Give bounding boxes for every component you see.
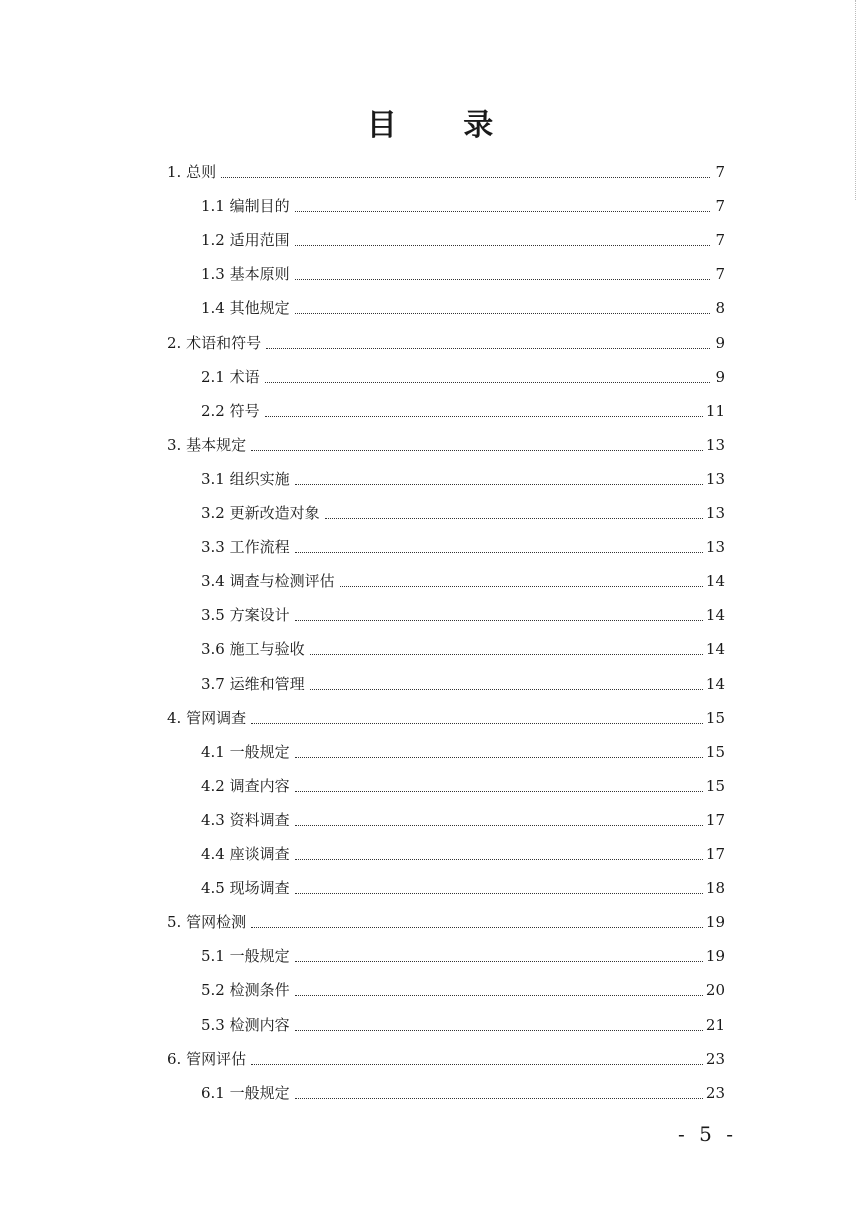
toc-entry (201, 250, 725, 284)
toc-leader-dots (295, 550, 703, 553)
toc-entry (201, 796, 725, 830)
toc-leader-dots (295, 755, 703, 758)
toc-entry (201, 182, 725, 216)
toc-entry (201, 625, 725, 659)
toc-entry-label: 4.5 现场调查 (201, 879, 290, 898)
page-title: 目 录 (366, 108, 522, 143)
toc-entry (167, 694, 725, 728)
toc-leader-dots (251, 925, 703, 928)
toc-entry-page: 9 (715, 367, 725, 386)
toc-leader-dots (251, 448, 703, 451)
toc-leader-dots (295, 993, 703, 996)
toc-entry-label: 3.7 运维和管理 (201, 674, 305, 693)
toc-leader-dots (265, 414, 703, 417)
toc-leader-dots (221, 175, 710, 178)
toc-entry-label: 1.1 编制目的 (201, 197, 290, 216)
toc-entry-label: 4.3 资料调查 (201, 810, 290, 829)
toc-entry-page: 23 (705, 1049, 725, 1068)
toc-entry (201, 557, 725, 591)
toc-leader-dots (295, 1096, 703, 1099)
toc-leader-dots (295, 789, 703, 792)
toc-entry-page: 17 (705, 845, 725, 863)
toc-entry-page: 15 (705, 742, 725, 761)
toc-entry-page: 15 (705, 776, 725, 795)
toc-entry-page: 7 (715, 231, 725, 250)
toc-leader-dots (295, 482, 703, 485)
toc-leader-dots (295, 311, 710, 314)
toc-entry (167, 319, 725, 353)
toc-entry-label: 4.2 调查内容 (201, 776, 290, 795)
toc-leader-dots (265, 380, 710, 383)
toc-entry-page: 14 (705, 572, 725, 591)
toc-entry-label: 3.3 工作流程 (201, 538, 290, 557)
toc-leader-dots (295, 857, 703, 860)
toc-entry-page: 18 (705, 879, 725, 898)
toc-entry-label: 3. 基本规定 (167, 435, 247, 454)
toc-entry (201, 455, 725, 489)
toc-entry-label: 6. 管网评估 (167, 1049, 247, 1068)
toc-entry-label: 4. 管网调查 (167, 708, 247, 727)
toc-entry-page: 11 (705, 401, 725, 420)
toc-entry (201, 523, 725, 557)
toc-entry-label: 1.2 适用范围 (201, 231, 290, 250)
toc-entry (201, 660, 725, 694)
toc-leader-dots (295, 618, 703, 621)
toc-entry (201, 1069, 725, 1103)
toc-entry-label: 5.1 一般规定 (201, 947, 290, 966)
toc-entry (167, 421, 725, 455)
toc-entry-label: 2.2 符号 (201, 401, 260, 420)
toc-entry-page: 14 (705, 640, 725, 659)
toc-entry-page: 14 (705, 674, 725, 693)
toc-entry-label: 3.6 施工与验收 (201, 640, 305, 659)
toc-leader-dots (266, 346, 710, 349)
toc-entry-page: 7 (715, 163, 725, 181)
toc-entry-label: 3.2 更新改造对象 (201, 504, 320, 522)
toc-entry-page: 7 (715, 197, 725, 216)
toc-entry (201, 932, 725, 966)
toc-entry-page: 13 (705, 435, 725, 454)
toc-entry-label: 6.1 一般规定 (201, 1083, 290, 1102)
toc-leader-dots (310, 687, 703, 690)
toc-entry (167, 148, 725, 182)
toc-entry-page: 13 (705, 469, 725, 488)
toc-leader-dots (295, 277, 710, 280)
toc-entry-label: 2.1 术语 (201, 367, 260, 386)
toc-entry (201, 1001, 725, 1035)
toc-leader-dots (295, 243, 710, 246)
toc-leader-dots (295, 959, 703, 962)
toc-leader-dots (340, 584, 703, 587)
toc-entry (201, 353, 725, 387)
toc-entry (201, 591, 725, 625)
toc-entry (201, 728, 725, 762)
toc-entry (201, 762, 725, 796)
toc-entry (201, 387, 725, 421)
toc-entry (201, 489, 725, 523)
toc-entry-label: 5. 管网检测 (167, 913, 247, 932)
toc-entry-label: 5.3 检测内容 (201, 1015, 290, 1034)
toc-entry-page: 13 (705, 504, 725, 522)
toc-leader-dots (251, 721, 703, 724)
toc-entry (201, 284, 725, 318)
toc-entry-page: 8 (715, 299, 725, 318)
toc-entry-page: 15 (705, 708, 725, 727)
toc-entry-page: 21 (705, 1015, 725, 1034)
toc-entry-page: 23 (705, 1083, 725, 1102)
page-number: - 5 - (678, 1122, 737, 1146)
toc-entry-page: 20 (705, 981, 725, 1000)
toc-entry-label: 3.4 调查与检测评估 (201, 572, 335, 591)
toc-entry (167, 898, 725, 932)
toc-entry-label: 1.4 其他规定 (201, 299, 290, 318)
toc-entry-label: 3.5 方案设计 (201, 606, 290, 625)
toc-entry-page: 19 (705, 947, 725, 966)
toc-entry-page: 14 (705, 606, 725, 625)
toc-leader-dots (295, 823, 703, 826)
toc-entry-label: 1.3 基本原则 (201, 265, 290, 284)
toc-leader-dots (251, 1062, 703, 1065)
toc-entry-label: 5.2 检测条件 (201, 981, 290, 1000)
toc-entry (167, 1035, 725, 1069)
toc-entry-label: 3.1 组织实施 (201, 469, 290, 488)
toc-leader-dots (295, 891, 703, 894)
toc-entry-label: 4.1 一般规定 (201, 742, 290, 761)
toc-entry-page: 7 (715, 265, 725, 284)
toc-entry-page: 19 (705, 913, 725, 932)
toc-entry (201, 966, 725, 1000)
toc-entry-label: 4.4 座谈调查 (201, 845, 290, 863)
toc-entry-page: 17 (705, 810, 725, 829)
toc-entry-page: 13 (705, 538, 725, 557)
toc-leader-dots (295, 209, 710, 212)
toc-entry (201, 216, 725, 250)
toc-entry (201, 830, 725, 864)
toc-leader-dots (325, 516, 703, 519)
toc-leader-dots (310, 652, 703, 655)
toc-entry-label: 1. 总则 (167, 163, 217, 181)
toc-entry (201, 864, 725, 898)
toc-entry-page: 9 (715, 333, 725, 352)
toc-leader-dots (295, 1028, 703, 1031)
toc-entry-label: 2. 术语和符号 (167, 333, 262, 352)
